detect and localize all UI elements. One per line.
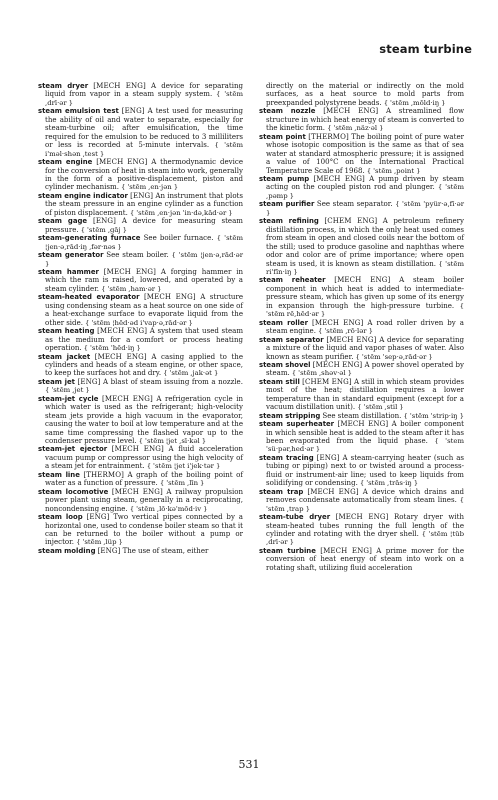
entry-field-label: [MECH ENG] <box>326 334 377 344</box>
entry-pronunciation: { 'stēm ,trap } <box>266 496 464 513</box>
entry-headword: steam dryer <box>38 82 89 90</box>
entry-definition: A steam boiler component in which heat is added to intermediate-pressure steam, which has given up some of its energy in expansion through the high-pressure turbine. <box>266 275 465 310</box>
entry-field-label: [MECH ENG] <box>111 444 164 454</box>
dictionary-entry <box>38 378 243 395</box>
entry-pronunciation: { 'stem 'sü·pər,hed·ər } <box>266 437 464 454</box>
entry-field-label: [MECH ENG] <box>313 173 365 183</box>
entry-pronunciation: { 'stēm ,en·jən } <box>120 183 179 192</box>
running-head: steam turbine <box>379 42 472 56</box>
entry-headword: steam gage <box>38 217 88 226</box>
entry-headword: steam generator <box>38 251 104 260</box>
entry-headword: steam-jet ejector <box>38 445 108 454</box>
entry-definition: See steam separator. <box>316 199 393 209</box>
entry-field-label: [MECH ENG] <box>96 157 148 167</box>
entry-headword: steam stripping <box>259 411 321 420</box>
dictionary-entry <box>38 217 243 234</box>
entry-definition: A casing applied to the cylinders and heads of a steam engine, or other space, to keep the surfaces hot and dry. <box>45 351 243 378</box>
entry-pronunciation: { 'stēm ,ham·ər } <box>101 284 162 293</box>
entry-pronunciation: { 'stēm ,pəmp } <box>266 183 464 200</box>
entry-headword: steam point <box>259 132 306 141</box>
dictionary-entry <box>38 353 243 378</box>
entry-headword: steam nozzle <box>259 107 316 116</box>
entry-headword: steam jet <box>38 377 75 386</box>
entry-field-label: [ENG] <box>97 545 121 555</box>
entry-pronunciation: { 'stēm ,en·jən 'in·də,kād·ər } <box>129 208 233 217</box>
entry-headword: steam reheater <box>259 276 326 285</box>
dictionary-entry <box>38 82 243 107</box>
dictionary-entry <box>38 488 243 513</box>
entry-field-label: [THERMO] <box>83 469 124 479</box>
dictionary-entry <box>38 513 243 547</box>
entry-headword: steam superheater <box>259 420 335 429</box>
entry-definition: An instrument that plots the steam pressure in an engine cylinder as a function of piston displacement. <box>45 190 244 217</box>
entry-definition: A still in which steam provides most of the heat; distillation requires a lower temperature than in standard equipment (except for a vacuum distillation unit). <box>266 376 465 412</box>
dictionary-entry <box>259 513 464 547</box>
entry-field-label: [MECH ENG] <box>320 545 372 555</box>
entry-pronunciation: { 'stēm ,trās·iŋ } <box>359 479 419 488</box>
entry-pronunciation: { 'stēm ¦jet i'jek·tər } <box>146 462 221 471</box>
entry-pronunciation: { 'stēm ¦jen·ə,rād·iŋ ,fər·nəs } <box>45 234 243 251</box>
dictionary-entry <box>259 378 464 412</box>
entry-headword: steam separator <box>259 335 324 344</box>
entry-pronunciation: { 'stēm ¦tüb ,drī·ər } <box>266 530 464 547</box>
dictionary-entry <box>38 471 243 488</box>
entry-pronunciation: { 'stēm ,näz·əl } <box>327 124 384 133</box>
entry-definition: A prime mover for the conversion of heat energy of steam into work on a rotating shaft, utilizing fluid acceleration <box>266 545 464 572</box>
dictionary-entry <box>259 175 464 200</box>
entry-headword: steam loop <box>38 513 83 522</box>
entry-headword: steam still <box>259 377 300 386</box>
entry-field-label: [ENG] <box>316 452 340 462</box>
entry-field-label: [CHEM ENG] <box>324 216 378 226</box>
entry-definition: A device for separating a mixture of the liquid and vapor phases of water. Also known as steam purifier. <box>266 334 464 361</box>
entry-definition: A power shovel operated by steam. <box>266 359 464 378</box>
entry-headword: steam locomotive <box>38 487 109 496</box>
entry-definition: Two vertical pipes connected by a horizontal one, used to condense boiler steam so that it can be returned to the boiler without a pump or injector. <box>45 512 243 547</box>
entry-definition: A test used for measuring the ability of oil and water to separate, especially for steam-turbine oil; after emulsification, the time required for the emulsion to be reduced to 3 milliliters or less is recorded at 5-minute intervals. <box>45 106 243 150</box>
entry-pronunciation: { 'stēm ,līn } <box>159 479 205 488</box>
entry-field-label: [MECH ENG] <box>93 81 146 90</box>
entry-definition: A device for measuring steam pressure. <box>45 216 243 234</box>
entry-pronunciation: { 'stēm i'məl·shən ,test } <box>45 141 243 158</box>
entry-pronunciation: { 'stēm ,gāj } <box>80 225 128 234</box>
entry-definition: The boiling point of pure water whose isotopic composition is the same as that of sea water at standard atmospheric pressure; it is assigned a value of 100°C on the International Practical Temperature Scale of 1968. <box>266 131 464 175</box>
entry-field-label: [MECH ENG] <box>97 326 148 336</box>
entry-headword: steam line <box>38 470 80 479</box>
entry-field-label: [MECH ENG] <box>335 512 389 522</box>
dictionary-entry <box>38 395 243 446</box>
dictionary-entry <box>38 192 243 217</box>
entry-headword: steam-heated evaporator <box>38 293 140 302</box>
entry-pronunciation: { 'stēm ,lō·kə'mōd·iv } <box>129 504 208 513</box>
entry-field-label: [ENG] <box>77 376 101 386</box>
entry-headword: steam molding <box>38 546 96 555</box>
entry-field-label: [MECH ENG] <box>337 419 389 429</box>
entry-headword: steam heating <box>38 327 95 336</box>
entry-definition: A thermodynamic device for the conversion of heat in steam into work, generally in the form of a positive-displacement, piston and cylinder mechanism. <box>45 157 243 192</box>
dictionary-entry <box>259 133 464 175</box>
entry-headword: steam roller <box>259 318 308 327</box>
entry-definition: directly on the material or indirectly on the mold surfaces, as a heat source to mold parts from preexpanded polystyrene beads. <box>266 81 464 107</box>
dictionary-entry <box>38 445 243 470</box>
entry-headword: steam turbine <box>259 546 316 555</box>
entry-definition: A device which drains and removes condensate automatically from steam lines. <box>266 486 465 505</box>
dictionary-entry <box>259 82 464 107</box>
entry-field-label: [ENG] <box>92 216 116 226</box>
dictionary-entry <box>38 158 243 192</box>
right-column <box>259 82 464 572</box>
entry-definition: A graph of the boiling point of water as a function of pressure. <box>45 469 243 488</box>
entry-definition: A system that used steam as the medium for a comfort or process heating operation. <box>45 326 244 353</box>
dictionary-entry <box>259 319 464 336</box>
entry-definition: A device for separating liquid from vapor in a steam supply system. <box>45 81 244 99</box>
entry-pronunciation: { 'stēm ,mōld·iŋ } <box>383 98 446 107</box>
entry-pronunciation: { 'stēm 'strip·iŋ } <box>403 411 464 420</box>
entry-pronunciation: { 'stēm ,drī·ər } <box>45 90 243 107</box>
entry-field-label: [ENG] <box>86 512 110 522</box>
entry-headword: steam engine indicator <box>38 191 128 200</box>
entry-definition: A petroleum refinery distillation process, in which the only heat used comes from steam in open and closed coils near the bottom of the still; used to produce gasoline and naphthas where odor and color are of prime importance; where open steam is used, it is known as steam distillation. <box>266 216 464 268</box>
dictionary-entry <box>259 488 464 513</box>
dictionary-entry <box>38 268 243 293</box>
entry-pronunciation: { 'stēm ,jet } <box>45 386 90 395</box>
entry-field-label: [MECH ENG] <box>312 317 364 327</box>
entry-pronunciation: { 'stēm ¦jet ,sī·kəl } <box>138 437 207 446</box>
dictionary-entry <box>259 276 464 318</box>
entry-field-label: [ENG] <box>130 190 154 200</box>
entry-definition: A streamlined flow structure in which heat energy of steam is converted to the kinetic form. <box>266 106 465 133</box>
entry-field-label: [MECH ENG] <box>323 106 379 116</box>
entry-definition: A blast of steam issuing from a nozzle. <box>102 376 243 386</box>
entry-headword: steam pump <box>259 174 310 183</box>
entry-pronunciation: { 'stēm ,point } <box>366 166 421 175</box>
entry-definition: A structure using condensing steam as a heat source on one side of a heat-exchange surface to evaporate liquid from the other side. <box>45 292 244 327</box>
dictionary-entry <box>259 547 464 572</box>
entry-field-label: [MECH ENG] <box>312 359 363 369</box>
entry-definition: A steam-carrying heater (such as tubing or piping) next to or twisted around a process-fluid or instrument-air line; used to keep liquids from solidifying or condensing. <box>266 452 465 488</box>
dictionary-entry <box>38 293 243 327</box>
entry-field-label: [MECH ENG] <box>111 486 163 496</box>
entry-headword: steam-tube dryer <box>259 513 331 522</box>
dictionary-entry <box>259 420 464 454</box>
entry-field-label: [MECH ENG] <box>334 275 391 285</box>
entry-field-label: [MECH ENG] <box>94 351 147 361</box>
entry-definition: A railway propulsion power plant using steam, generally in a reciprocating, noncondensing engine. <box>45 486 244 513</box>
entry-pronunciation: { 'stēm 'sep·ə,rād·ər } <box>355 352 433 361</box>
dictionary-entry <box>38 251 243 268</box>
entry-pronunciation: { 'stēm ri'fīn·iŋ } <box>266 259 464 276</box>
entry-definition: A road roller driven by a steam engine. <box>266 317 464 336</box>
entry-field-label: [CHEM ENG] <box>302 376 352 386</box>
dictionary-entry <box>259 336 464 361</box>
entry-definition: A pump driven by steam acting on the coupled piston rod and plunger. <box>266 173 464 192</box>
entry-headword: steam tracing <box>259 453 314 462</box>
entry-definition: See steam distillation. <box>322 410 402 420</box>
entry-pronunciation: { 'stēm ,jak·ət } <box>163 369 219 378</box>
dictionary-entry <box>38 234 243 251</box>
entry-headword: steam hammer <box>38 267 99 276</box>
dictionary-entry <box>259 200 464 217</box>
entry-pronunciation: { 'stēm ,lüp } <box>76 538 123 547</box>
entry-pronunciation: { 'stēm ¦jen·ə,rād·ər } <box>45 251 243 268</box>
dictionary-entry <box>38 107 243 158</box>
entry-headword: steam purifier <box>259 200 315 209</box>
entry-definition: The use of steam, either <box>122 545 209 555</box>
left-column <box>38 82 243 555</box>
dictionary-entry <box>259 107 464 132</box>
dictionary-entry <box>38 327 243 352</box>
entry-pronunciation: { 'stēm ,rō·lər } <box>318 327 373 336</box>
entry-field-label: [THERMO] <box>308 131 349 141</box>
dictionary-entry <box>259 217 464 276</box>
dictionary-entry <box>259 361 464 378</box>
entry-pronunciation: { 'stēm rē,hēd·ər } <box>266 301 464 319</box>
entry-pronunciation: { 'stēm ,stil } <box>357 403 404 412</box>
entry-definition: See boiler furnace. <box>143 233 214 243</box>
entry-pronunciation: { 'stēm 'pyür·ə,fī·ər } <box>266 200 464 217</box>
entry-headword: steam refining <box>259 217 319 226</box>
entry-definition: A fluid acceleration vacuum pump or compressor using the high velocity of a steam jet for entrainment. <box>45 444 244 471</box>
page-number: 531 <box>238 758 260 771</box>
entry-headword: steam emulsion test <box>38 107 119 116</box>
entry-pronunciation: { 'stēm ,shəv·əl } <box>291 369 352 378</box>
entry-field-label: [MECH ENG] <box>103 266 156 276</box>
entry-definition: A forging hammer in which the ram is raised, lowered, and operated by a steam cylinder. <box>45 266 244 293</box>
entry-pronunciation: { 'stēm 'hēd·iŋ } <box>83 344 141 353</box>
entry-headword: steam-generating furnace <box>38 234 141 243</box>
entry-field-label: [MECH ENG] <box>307 486 359 496</box>
entry-field-label: [ENG] <box>121 106 145 116</box>
entry-field-label: [MECH ENG] <box>102 393 153 403</box>
entry-headword: steam-jet cycle <box>38 394 99 403</box>
dictionary-entry <box>259 454 464 488</box>
entry-headword: steam trap <box>259 487 304 496</box>
entry-definition: Rotary dryer with steam-heated tubes running the full length of the cylinder and rotating with the dryer shell. <box>266 512 464 539</box>
entry-definition: A boiler component in which sensible heat is added to the steam after it has been evaporated from the liquid phase. <box>266 419 464 446</box>
entry-definition: A refrigeration cycle in which water is used as the refrigerant; high-velocity steam jets provide a high vacuum in the evaporator, causing the water to boil at low temperature and at the same time compressing the flashed vapor up to the condenser pressure level. <box>45 393 244 446</box>
entry-pronunciation: { 'stēm ¦hēd·əd i'vap·ə,rād·ər } <box>85 318 193 327</box>
entry-definition: See steam boiler. <box>106 250 169 260</box>
entry-headword: steam engine <box>38 158 93 167</box>
entry-headword: steam jacket <box>38 352 91 361</box>
dictionary-entry <box>38 547 243 555</box>
entry-headword: steam shovel <box>259 360 311 369</box>
entry-field-label: [MECH ENG] <box>143 292 196 302</box>
